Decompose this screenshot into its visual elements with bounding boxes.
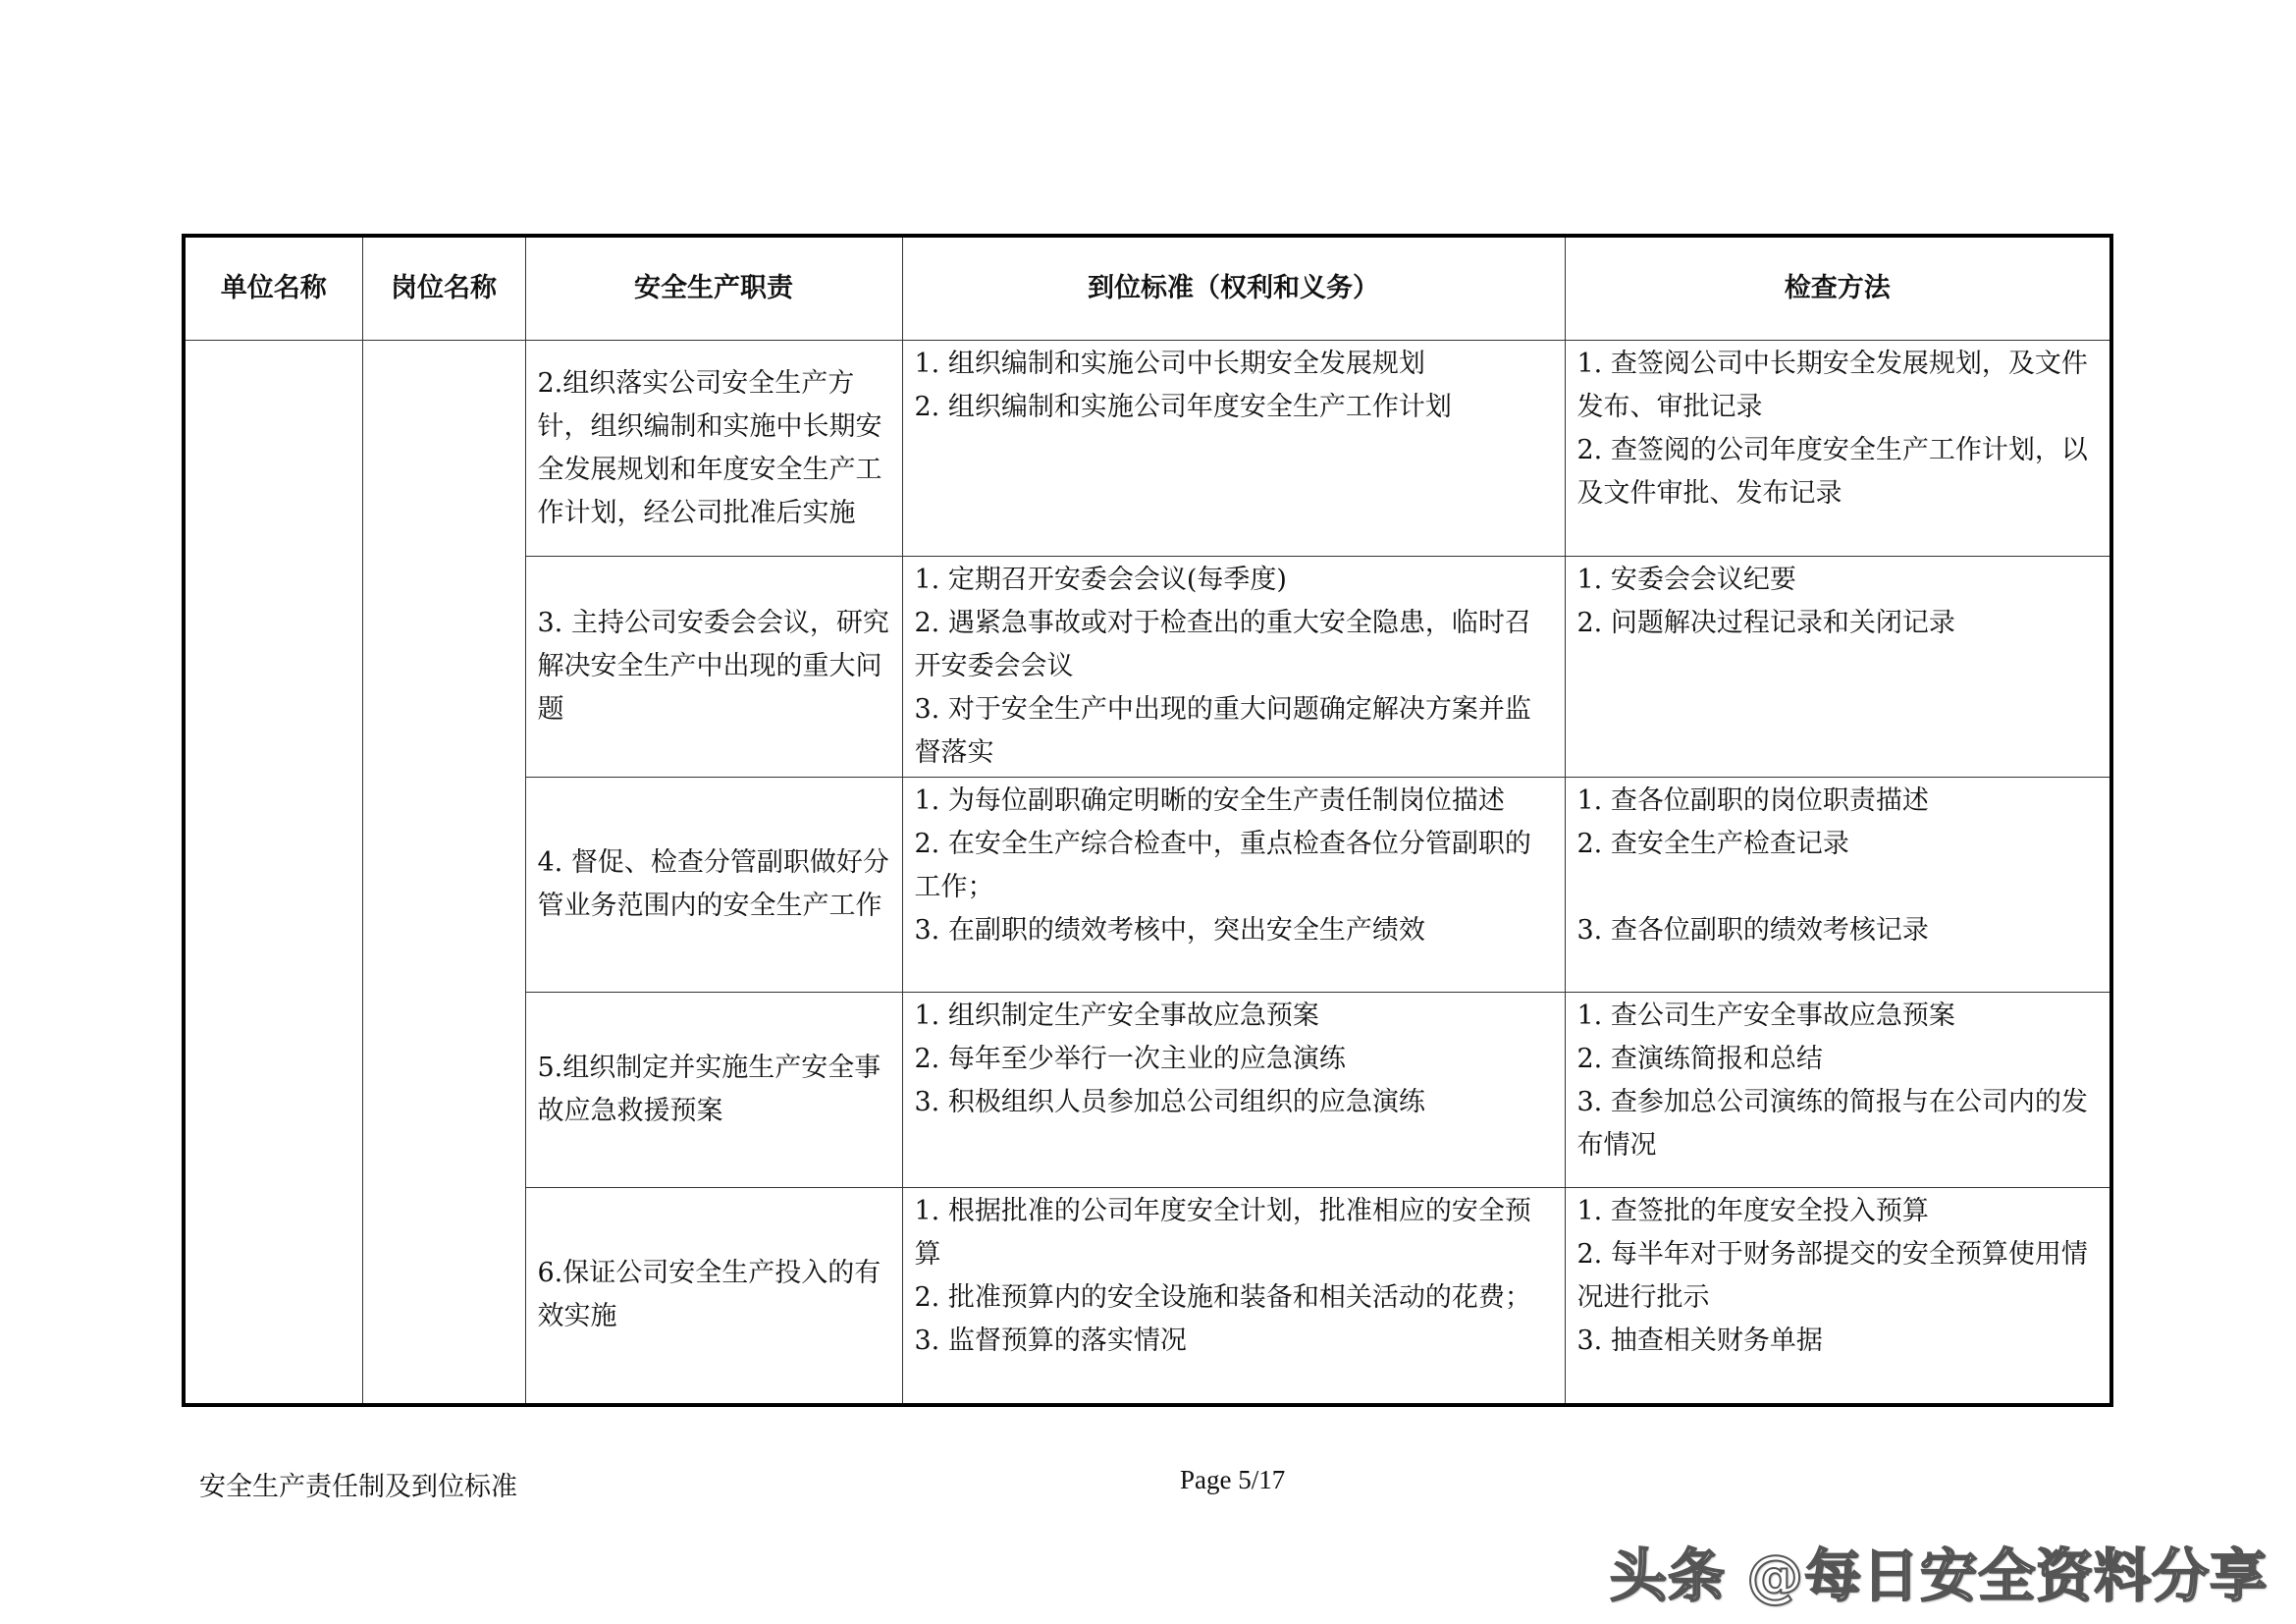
standard-item: 1. 定期召开安委会会议(每季度) — [914, 565, 1287, 595]
duty-cell: 5.组织制定并实施生产安全事故应急救援预案 — [525, 993, 902, 1188]
header-unit: 单位名称 — [184, 236, 362, 341]
standard-item: 2. 每年至少举行一次主业的应急演练 — [914, 1044, 1346, 1074]
check-item: 1. 安委会会议纪要 — [1576, 565, 1796, 595]
check-item: 2. 问题解决过程记录和关闭记录 — [1576, 608, 1955, 638]
standard-item: 3. 对于安全生产中出现的重大问题确定解决方案并监督落实 — [914, 694, 1531, 768]
check-item: 2. 每半年对于财务部提交的安全预算使用情况进行批示 — [1576, 1239, 2088, 1313]
unit-cell — [184, 341, 362, 1405]
check-item: 1. 查各位副职的岗位职责描述 — [1576, 785, 1929, 816]
check-cell — [1565, 341, 2111, 557]
standard-item: 3. 积极组织人员参加总公司组织的应急演练 — [914, 1087, 1425, 1117]
check-cell — [1565, 993, 2111, 1188]
position-cell — [362, 341, 525, 1405]
duty-cell: 6.保证公司安全生产投入的有效实施 — [525, 1188, 902, 1405]
standard-item: 3. 监督预算的落实情况 — [914, 1326, 1187, 1356]
responsibility-table — [182, 234, 2113, 1407]
check-item: 3. 查各位副职的绩效考核记录 — [1576, 915, 1929, 946]
footer-page-number: Page 5/17 — [1180, 1465, 1286, 1494]
check-item: 1. 查公司生产安全事故应急预案 — [1576, 1001, 1955, 1031]
standard-item: 2. 批准预算内的安全设施和装备和相关活动的花费； — [914, 1282, 1531, 1313]
standard-item: 1. 组织编制和实施公司中长期安全发展规划 — [914, 349, 1425, 379]
check-item: 2. 查签阅的公司年度安全生产工作计划，以及文件审批、发布记录 — [1576, 435, 2088, 509]
header-check-method: 检查方法 — [1565, 236, 2111, 341]
standard-item: 1. 根据批准的公司年度安全计划，批准相应的安全预算 — [914, 1196, 1531, 1270]
check-cell — [1565, 778, 2111, 993]
table-row — [184, 341, 2111, 557]
standard-item: 1. 为每位副职确定明晰的安全生产责任制岗位描述 — [914, 785, 1505, 816]
watermark: 头条 @每日安全资料分享 — [1610, 1543, 2269, 1609]
table-header-row — [184, 236, 2111, 341]
standard-cell — [902, 993, 1565, 1188]
check-item: 3. 查参加总公司演练的简报与在公司内的发布情况 — [1576, 1087, 2088, 1161]
check-item: 3. 抽查相关财务单据 — [1576, 1326, 1823, 1356]
check-item: 2. 查安全生产检查记录 — [1576, 829, 1849, 859]
standard-item: 3. 在副职的绩效考核中，突出安全生产绩效 — [914, 915, 1425, 946]
check-cell — [1565, 557, 2111, 778]
standard-item: 2. 在安全生产综合检查中，重点检查各位分管副职的工作； — [914, 829, 1531, 902]
check-item: 1. 查签阅公司中长期安全发展规划，及文件发布、审批记录 — [1576, 349, 2088, 422]
duty-cell: 3. 主持公司安委会会议，研究解决安全生产中出现的重大问题 — [525, 557, 902, 778]
check-cell — [1565, 1188, 2111, 1405]
check-item: 1. 查签批的年度安全投入预算 — [1576, 1196, 1929, 1226]
spacer — [1577, 866, 2099, 909]
header-position: 岗位名称 — [362, 236, 525, 341]
header-standard: 到位标准（权利和义务） — [902, 236, 1565, 341]
duty-cell: 2.组织落实公司安全生产方针，组织编制和实施中长期安全发展规划和年度安全生产工作计划，经公司批准后实施 — [525, 341, 902, 557]
standard-item: 2. 组织编制和实施公司年度安全生产工作计划 — [914, 392, 1452, 422]
footer-document-title: 安全生产责任制及到位标准 — [199, 1472, 517, 1502]
standard-cell — [902, 778, 1565, 993]
standard-item: 1. 组织制定生产安全事故应急预案 — [914, 1001, 1319, 1031]
standard-cell — [902, 341, 1565, 557]
duty-cell: 4. 督促、检查分管副职做好分管业务范围内的安全生产工作 — [525, 778, 902, 993]
check-item: 2. 查演练简报和总结 — [1576, 1044, 1823, 1074]
standard-item: 2. 遇紧急事故或对于检查出的重大安全隐患，临时召开安委会会议 — [914, 608, 1531, 681]
header-duty: 安全生产职责 — [525, 236, 902, 341]
standard-cell — [902, 557, 1565, 778]
standard-cell — [902, 1188, 1565, 1405]
